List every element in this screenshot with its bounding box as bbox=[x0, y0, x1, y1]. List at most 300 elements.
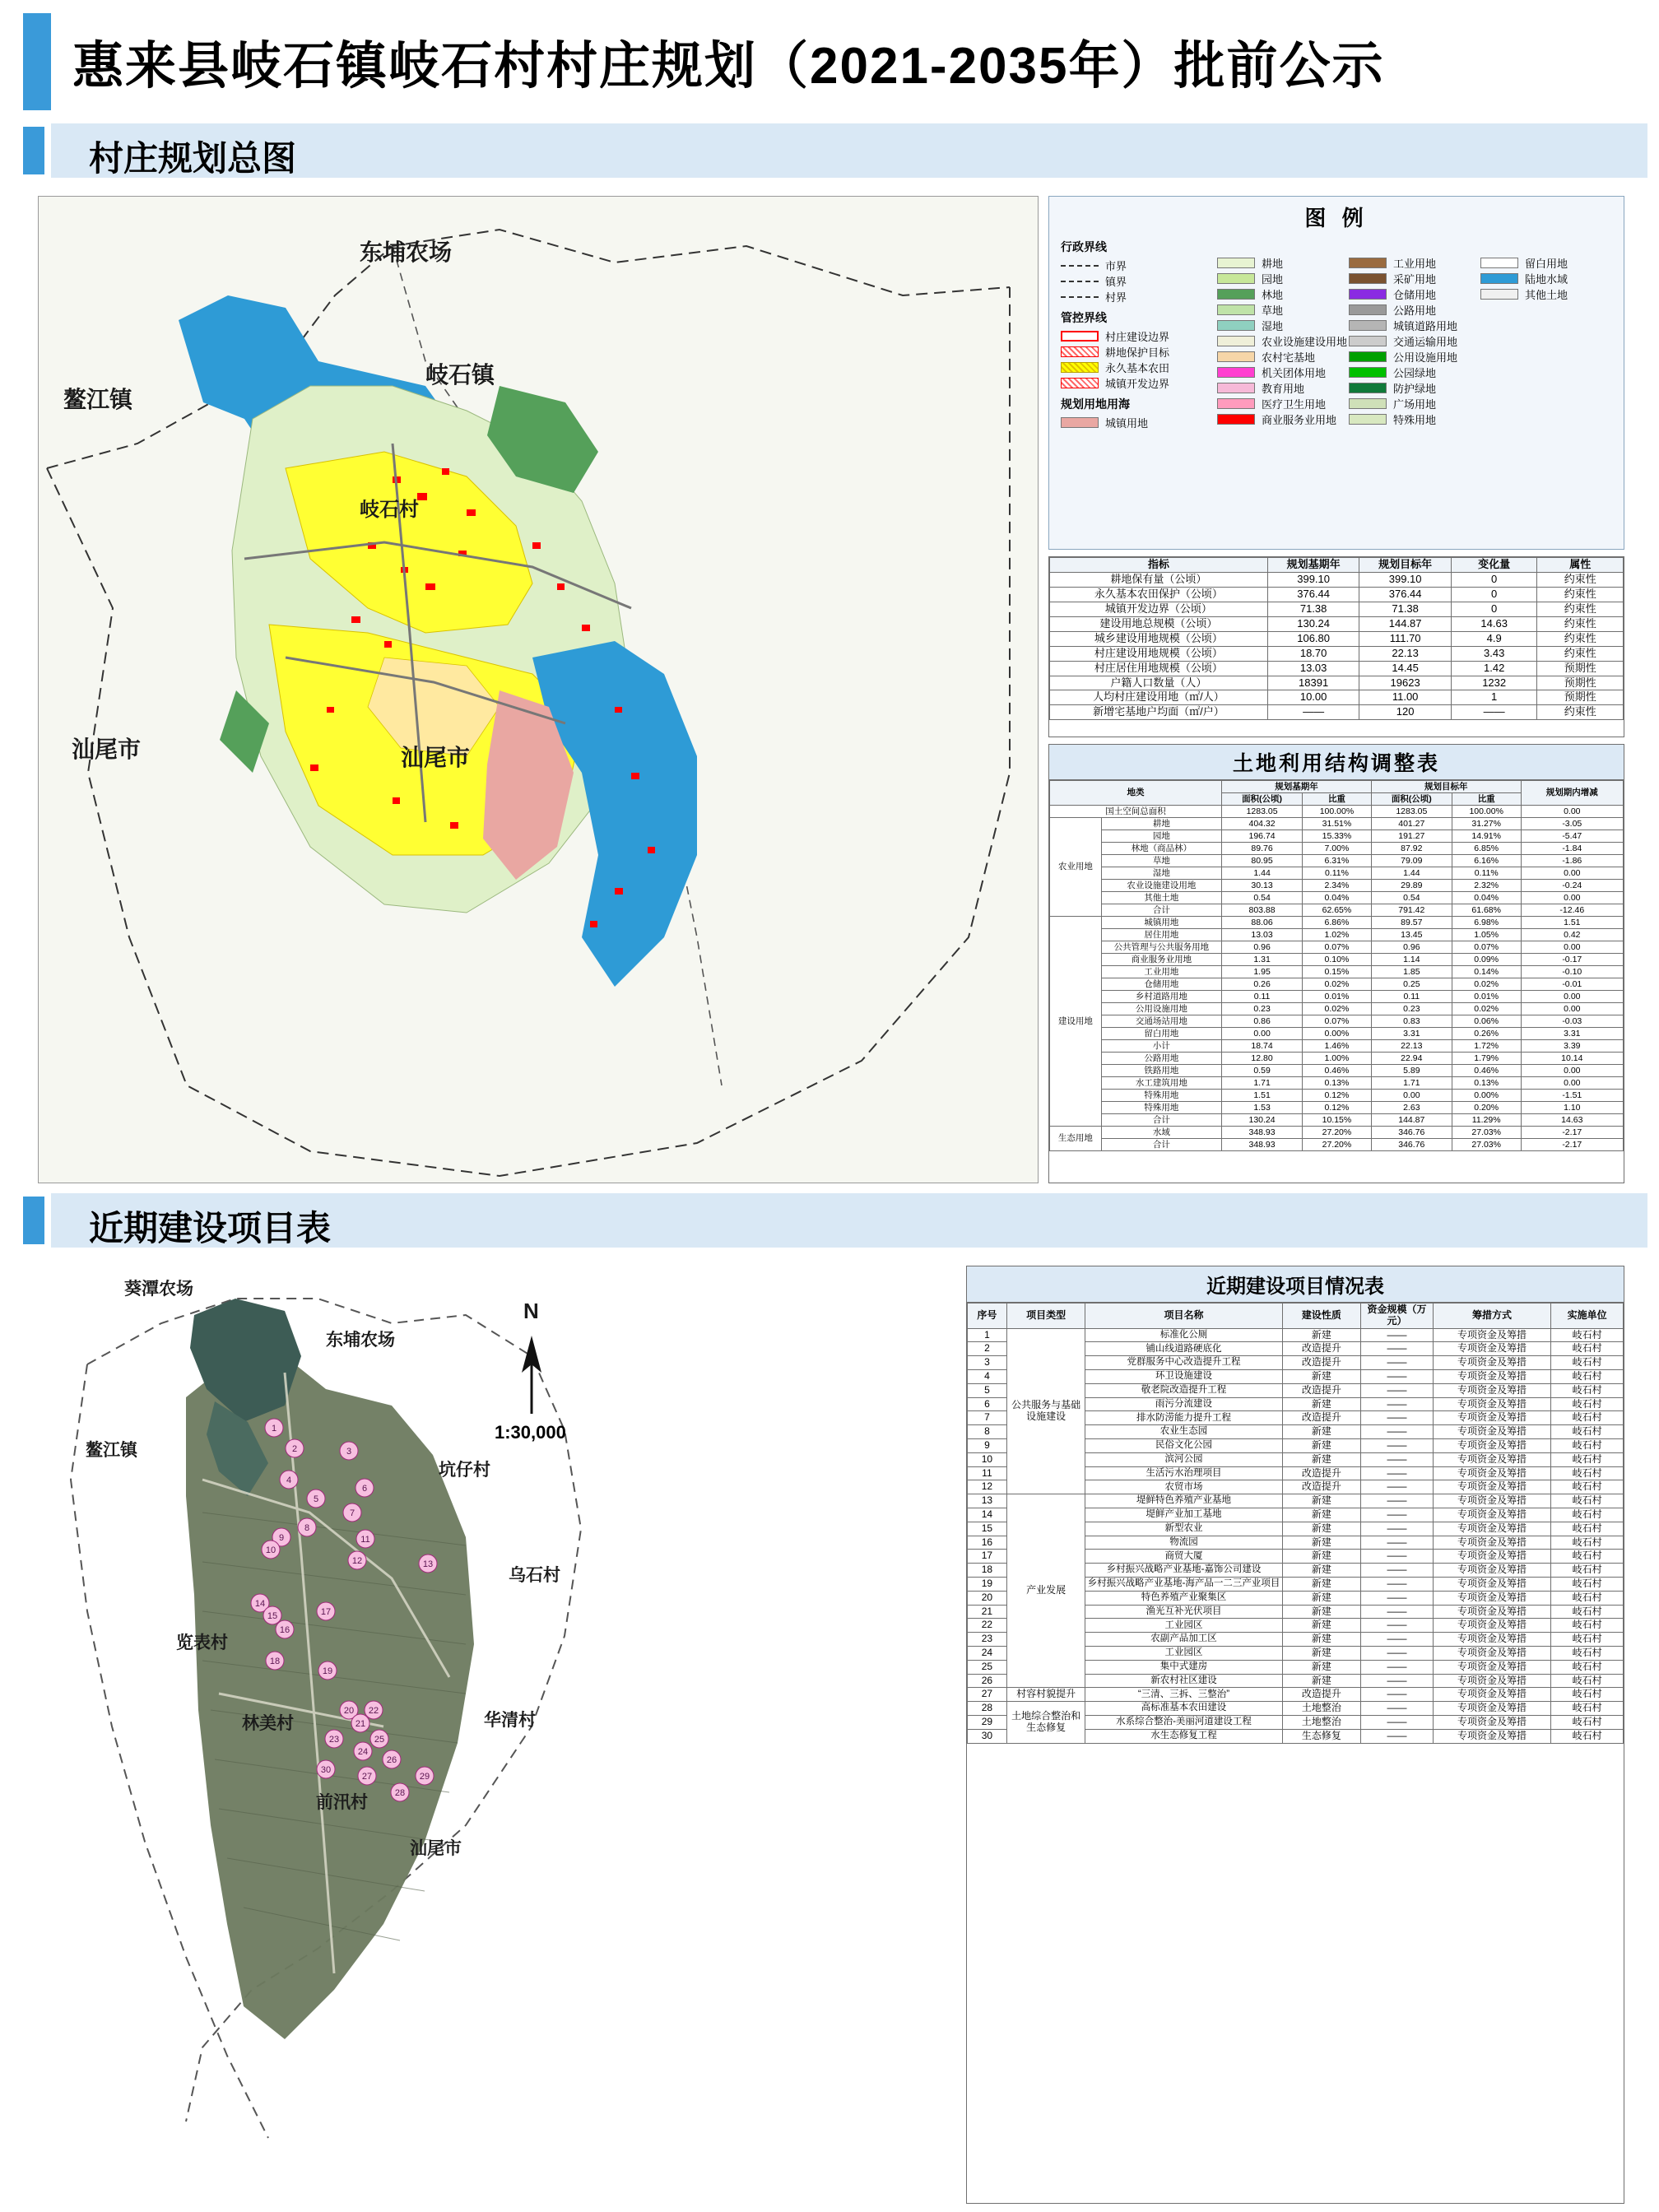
table-cell: 农业生态园 bbox=[1085, 1425, 1282, 1439]
legend-group-planned-use: 规划用地用海 bbox=[1061, 397, 1130, 411]
map2-label-qianxun: 前汛村 bbox=[316, 1793, 368, 1812]
section-header-near-term bbox=[23, 1193, 1624, 1251]
svg-text:27: 27 bbox=[361, 1772, 373, 1782]
overall-plan-map-graphic bbox=[39, 197, 1039, 1183]
legend-label: 工业用地 bbox=[1393, 258, 1437, 270]
table-cell: 工业园区 bbox=[1085, 1646, 1282, 1660]
table-cell: 0.13% bbox=[1303, 1077, 1372, 1090]
table-cell: 11.00 bbox=[1359, 690, 1452, 705]
table-cell-index: 5 bbox=[968, 1383, 1007, 1397]
legend-label: 医疗卫生用地 bbox=[1262, 398, 1327, 411]
legend-label: 陆地水域 bbox=[1525, 273, 1568, 286]
table-cell-index: 23 bbox=[968, 1633, 1007, 1647]
table-row bbox=[1050, 1053, 1624, 1065]
table-cell: 1.44 bbox=[1222, 867, 1303, 880]
swatch-icon bbox=[1349, 383, 1387, 393]
table-cell: 18.70 bbox=[1267, 646, 1359, 661]
table-cell: 新建 bbox=[1282, 1452, 1361, 1466]
table-cell: 0.02% bbox=[1303, 1003, 1372, 1015]
table-cell: 1.95 bbox=[1222, 966, 1303, 978]
table-cell: 专项资金及筹措 bbox=[1433, 1342, 1550, 1356]
swatch-icon bbox=[1349, 367, 1387, 378]
table-cell: 6.31% bbox=[1303, 855, 1372, 867]
table-cell: -0.24 bbox=[1521, 880, 1623, 892]
table-cell: 14.63 bbox=[1521, 1114, 1623, 1127]
svg-text:20: 20 bbox=[343, 1706, 355, 1716]
table-cell: —— bbox=[1361, 1688, 1434, 1702]
table-cell-index: 26 bbox=[968, 1674, 1007, 1688]
legend-label: 村界 bbox=[1105, 291, 1127, 304]
land-structure-grid bbox=[1049, 780, 1624, 1151]
table-cell: 14.91% bbox=[1452, 830, 1521, 843]
table-cell: 土地整治 bbox=[1282, 1715, 1361, 1729]
table-cell-landtype: 工业用地 bbox=[1101, 966, 1221, 978]
table-cell: -0.03 bbox=[1521, 1015, 1623, 1028]
table-cell: 0.15% bbox=[1303, 966, 1372, 978]
table-cell-index: 19 bbox=[968, 1577, 1007, 1591]
table-cell: —— bbox=[1361, 1674, 1434, 1688]
table-cell: 3.43 bbox=[1451, 646, 1537, 661]
table-cell: 岐石村 bbox=[1551, 1536, 1624, 1550]
legend-item-14 bbox=[1349, 302, 1472, 318]
table-cell: 专项资金及筹措 bbox=[1433, 1646, 1550, 1660]
table-row bbox=[1050, 991, 1624, 1003]
table-cell: 岐石村 bbox=[1551, 1383, 1624, 1397]
table-cell: 0.46% bbox=[1452, 1065, 1521, 1077]
table-cell: -2.17 bbox=[1521, 1127, 1623, 1139]
table-cell: 130.24 bbox=[1267, 616, 1359, 631]
legend-item-farmland-target bbox=[1061, 344, 1209, 360]
table-cell: —— bbox=[1361, 1577, 1434, 1591]
col-target-area: 面积(公顷) bbox=[1371, 793, 1452, 806]
svg-text:26: 26 bbox=[386, 1755, 397, 1765]
table-cell: 144.87 bbox=[1359, 616, 1452, 631]
table-cell: 岐石村 bbox=[1551, 1633, 1624, 1647]
table-cell: 0.96 bbox=[1371, 941, 1452, 954]
table-cell-landtype: 农业设施建设用地 bbox=[1101, 880, 1221, 892]
table-cell: -5.47 bbox=[1521, 830, 1623, 843]
table-row bbox=[1050, 978, 1624, 991]
table-cell: 0 bbox=[1451, 587, 1537, 602]
table-cell: 岐石村 bbox=[1551, 1564, 1624, 1578]
table-cell: 改造提升 bbox=[1282, 1688, 1361, 1702]
svg-text:24: 24 bbox=[357, 1747, 369, 1757]
table-cell: 144.87 bbox=[1371, 1114, 1452, 1127]
table-cell: 0.02% bbox=[1452, 978, 1521, 991]
table-cell-project-type: 土地综合整治和生态修复 bbox=[1006, 1702, 1085, 1743]
table-row bbox=[1050, 1028, 1624, 1040]
swatch-icon bbox=[1217, 273, 1255, 284]
table-cell: 新建 bbox=[1282, 1522, 1361, 1536]
table-cell: 专项资金及筹措 bbox=[1433, 1729, 1550, 1743]
table-cell: 堤鲜产业加工基地 bbox=[1085, 1508, 1282, 1522]
table-row bbox=[1050, 941, 1624, 954]
table-cell: 27.20% bbox=[1303, 1139, 1372, 1151]
overall-plan-map[interactable] bbox=[38, 196, 1039, 1183]
legend-label: 特殊用地 bbox=[1393, 414, 1437, 426]
col-index: 序号 bbox=[968, 1304, 1007, 1329]
legend-label: 留白用地 bbox=[1525, 258, 1568, 270]
legend-label: 园地 bbox=[1262, 273, 1284, 286]
table-row bbox=[1050, 1114, 1624, 1127]
table-cell: —— bbox=[1361, 1508, 1434, 1522]
section-title-overall-plan: 村庄规划总图 bbox=[89, 139, 297, 178]
title-accent-bar bbox=[23, 13, 51, 110]
table-cell: 改造提升 bbox=[1282, 1383, 1361, 1397]
table-cell: 专项资金及筹措 bbox=[1433, 1550, 1550, 1564]
table-cell: 0.00 bbox=[1521, 867, 1623, 880]
table-cell-index: 14 bbox=[968, 1508, 1007, 1522]
table-cell: 1.85 bbox=[1371, 966, 1452, 978]
table-cell: 岐石村 bbox=[1551, 1356, 1624, 1370]
table-cell: 31.51% bbox=[1303, 818, 1372, 830]
table-cell: -0.01 bbox=[1521, 978, 1623, 991]
table-row bbox=[1050, 676, 1624, 690]
table-cell: 71.38 bbox=[1359, 602, 1452, 616]
table-cell-index: 11 bbox=[968, 1466, 1007, 1480]
svg-text:28: 28 bbox=[394, 1788, 406, 1798]
legend-item-11 bbox=[1349, 255, 1472, 271]
swatch-icon bbox=[1217, 289, 1255, 300]
legend-label: 湿地 bbox=[1262, 320, 1284, 332]
table-cell: 0.00 bbox=[1521, 892, 1623, 904]
map-scale-label: 1:30,000 bbox=[495, 1422, 566, 1443]
table-cell: 专项资金及筹措 bbox=[1433, 1494, 1550, 1508]
table-cell: -0.10 bbox=[1521, 966, 1623, 978]
table-cell: 27.03% bbox=[1452, 1139, 1521, 1151]
col-nature: 建设性质 bbox=[1282, 1304, 1361, 1329]
dashed-line-icon bbox=[1061, 260, 1099, 271]
table-cell: 1283.05 bbox=[1222, 806, 1303, 818]
table-cell: 岐石村 bbox=[1551, 1550, 1624, 1564]
table-row bbox=[1050, 1003, 1624, 1015]
swatch-icon bbox=[1480, 258, 1518, 268]
swatch-icon bbox=[1349, 273, 1387, 284]
table-cell: 改造提升 bbox=[1282, 1466, 1361, 1480]
table-cell: 10.14 bbox=[1521, 1053, 1623, 1065]
table-cell: 生态修复 bbox=[1282, 1729, 1361, 1743]
near-term-project-map[interactable] bbox=[38, 1266, 960, 2204]
svg-text:30: 30 bbox=[320, 1765, 332, 1775]
table-cell: 0.54 bbox=[1222, 892, 1303, 904]
table-cell: 5.89 bbox=[1371, 1065, 1452, 1077]
table-cell: 0.13% bbox=[1452, 1077, 1521, 1090]
table-cell: 19623 bbox=[1359, 676, 1452, 690]
table-cell: 10.15% bbox=[1303, 1114, 1372, 1127]
table-cell: 岐石村 bbox=[1551, 1342, 1624, 1356]
table-cell-index: 29 bbox=[968, 1715, 1007, 1729]
table-cell: 户籍人口数量（人） bbox=[1050, 676, 1268, 690]
table-cell: 约束性 bbox=[1537, 616, 1624, 631]
table-cell: 岐石村 bbox=[1551, 1577, 1624, 1591]
svg-text:18: 18 bbox=[269, 1657, 281, 1666]
svg-text:2: 2 bbox=[291, 1444, 298, 1454]
svg-text:5: 5 bbox=[313, 1494, 319, 1504]
table-cell: 新建 bbox=[1282, 1494, 1361, 1508]
table-cell: 新建 bbox=[1282, 1438, 1361, 1452]
table-cell: —— bbox=[1361, 1411, 1434, 1425]
table-row bbox=[1050, 1077, 1624, 1090]
table-cell: 新建 bbox=[1282, 1674, 1361, 1688]
table-cell-index: 7 bbox=[968, 1411, 1007, 1425]
dashed-line-icon bbox=[1061, 291, 1099, 302]
table-cell: 1.02% bbox=[1303, 929, 1372, 941]
swatch-icon bbox=[1061, 331, 1099, 342]
table-cell: 30.13 bbox=[1222, 880, 1303, 892]
swatch-icon bbox=[1061, 346, 1099, 357]
table-cell: —— bbox=[1361, 1702, 1434, 1716]
table-row bbox=[1050, 1040, 1624, 1053]
table-cell: —— bbox=[1361, 1356, 1434, 1370]
table-cell: 专项资金及筹措 bbox=[1433, 1702, 1550, 1716]
table-cell: -1.84 bbox=[1521, 843, 1623, 855]
legend-item-3 bbox=[1217, 302, 1341, 318]
legend-column-b bbox=[1349, 237, 1472, 430]
svg-text:8: 8 bbox=[304, 1523, 310, 1533]
table-cell: 1.51 bbox=[1521, 917, 1623, 929]
svg-text:12: 12 bbox=[351, 1556, 363, 1566]
table-cell: 新建 bbox=[1282, 1508, 1361, 1522]
legend-item-village-build-boundary bbox=[1061, 328, 1209, 344]
svg-text:10: 10 bbox=[265, 1545, 276, 1555]
col-indicator: 指标 bbox=[1050, 558, 1268, 573]
table-cell: 0 bbox=[1451, 572, 1537, 587]
table-cell: 水生态修复工程 bbox=[1085, 1729, 1282, 1743]
legend-label: 仓储用地 bbox=[1393, 289, 1437, 301]
table-cell: 0.14% bbox=[1452, 966, 1521, 978]
table-cell: 城乡建设用地规模（公顷） bbox=[1050, 631, 1268, 646]
table-cell-landtype: 留白用地 bbox=[1101, 1028, 1221, 1040]
table-cell: 城镇开发边界（公顷） bbox=[1050, 602, 1268, 616]
svg-text:13: 13 bbox=[422, 1559, 434, 1569]
table-cell: 改造提升 bbox=[1282, 1342, 1361, 1356]
table-cell: 130.24 bbox=[1222, 1114, 1303, 1127]
table-cell: 党群服务中心改造提升工程 bbox=[1085, 1356, 1282, 1370]
swatch-icon bbox=[1217, 336, 1255, 346]
table-row bbox=[1050, 646, 1624, 661]
table-cell: 新型农业 bbox=[1085, 1522, 1282, 1536]
table-cell: 89.57 bbox=[1371, 917, 1452, 929]
map1-label-dongpu: 东埔农场 bbox=[360, 239, 453, 265]
col-base-year: 规划基期年 bbox=[1267, 558, 1359, 573]
table-row bbox=[1050, 892, 1624, 904]
table-cell: 22.13 bbox=[1371, 1040, 1452, 1053]
table-cell: 0.00% bbox=[1303, 1028, 1372, 1040]
table-cell: -0.17 bbox=[1521, 954, 1623, 966]
table-cell: 191.27 bbox=[1371, 830, 1452, 843]
table-cell: 岐石村 bbox=[1551, 1674, 1624, 1688]
table-cell: -1.86 bbox=[1521, 855, 1623, 867]
table-cell: 1.53 bbox=[1222, 1102, 1303, 1114]
table-cell: 0 bbox=[1451, 602, 1537, 616]
table-cell: 岐石村 bbox=[1551, 1494, 1624, 1508]
table-cell: 0.00 bbox=[1521, 991, 1623, 1003]
table-cell: 专项资金及筹措 bbox=[1433, 1356, 1550, 1370]
legend-label: 交通运输用地 bbox=[1393, 336, 1458, 348]
table-cell-landtype: 乡村道路用地 bbox=[1101, 991, 1221, 1003]
table-cell: 岐石村 bbox=[1551, 1480, 1624, 1494]
table-cell: 1232 bbox=[1451, 676, 1537, 690]
svg-text:15: 15 bbox=[267, 1611, 278, 1621]
swatch-icon bbox=[1480, 289, 1518, 300]
table-cell: 0.00 bbox=[1521, 941, 1623, 954]
table-cell-index: 21 bbox=[968, 1605, 1007, 1619]
table-cell: 1.31 bbox=[1222, 954, 1303, 966]
map-legend bbox=[1048, 196, 1624, 550]
col-base: 规划基期年 bbox=[1222, 781, 1372, 793]
legend-item-2 bbox=[1217, 286, 1341, 302]
legend-item-21 bbox=[1349, 411, 1472, 427]
table-cell: 0.09% bbox=[1452, 954, 1521, 966]
legend-column-c bbox=[1480, 237, 1596, 430]
table-cell: -3.05 bbox=[1521, 818, 1623, 830]
legend-item-20 bbox=[1349, 396, 1472, 411]
legend-label: 镇界 bbox=[1105, 276, 1127, 288]
swatch-icon bbox=[1349, 258, 1387, 268]
table-cell: 0.23 bbox=[1222, 1003, 1303, 1015]
table-cell: 1.71 bbox=[1371, 1077, 1452, 1090]
table-cell: 排水防涝能力提升工程 bbox=[1085, 1411, 1282, 1425]
indicator-table bbox=[1048, 556, 1624, 737]
legend-item-village-boundary bbox=[1061, 289, 1209, 304]
table-cell: -1.51 bbox=[1521, 1090, 1623, 1102]
table-cell: 专项资金及筹措 bbox=[1433, 1660, 1550, 1674]
table-cell-index: 10 bbox=[968, 1452, 1007, 1466]
table-cell: 803.88 bbox=[1222, 904, 1303, 917]
legend-label: 广场用地 bbox=[1393, 398, 1437, 411]
table-cell: 改造提升 bbox=[1282, 1480, 1361, 1494]
swatch-icon bbox=[1349, 336, 1387, 346]
table-cell: 376.44 bbox=[1267, 587, 1359, 602]
col-attribute: 属性 bbox=[1537, 558, 1624, 573]
table-cell-landtype: 小计 bbox=[1101, 1040, 1221, 1053]
col-funding: 资金规模（万元） bbox=[1361, 1304, 1434, 1329]
table-cell: 0.11% bbox=[1303, 867, 1372, 880]
table-cell: 0.26% bbox=[1452, 1028, 1521, 1040]
legend-label: 城镇道路用地 bbox=[1393, 320, 1458, 332]
table-cell: 岐石村 bbox=[1551, 1605, 1624, 1619]
table-cell: —— bbox=[1361, 1383, 1434, 1397]
table-cell: 敬老院改造提升工程 bbox=[1085, 1383, 1282, 1397]
table-cell: —— bbox=[1361, 1328, 1434, 1342]
table-cell-landtype: 商业服务业用地 bbox=[1101, 954, 1221, 966]
table-cell: 农副产品加工区 bbox=[1085, 1633, 1282, 1647]
legend-item-22 bbox=[1480, 255, 1596, 271]
table-cell: 新建 bbox=[1282, 1328, 1361, 1342]
table-cell: 1.79% bbox=[1452, 1053, 1521, 1065]
svg-text:4: 4 bbox=[286, 1475, 292, 1485]
col-change: 变化量 bbox=[1451, 558, 1537, 573]
legend-item-city-boundary bbox=[1061, 258, 1209, 273]
legend-item-town-boundary bbox=[1061, 273, 1209, 289]
table-cell: 62.65% bbox=[1303, 904, 1372, 917]
legend-label: 公园绿地 bbox=[1393, 367, 1437, 379]
table-cell: —— bbox=[1361, 1550, 1434, 1564]
legend-item-24 bbox=[1480, 286, 1596, 302]
legend-item-13 bbox=[1349, 286, 1472, 302]
map2-label-kuitan: 葵潭农场 bbox=[124, 1280, 193, 1299]
map2-label-kengzai: 坑仔村 bbox=[439, 1461, 490, 1480]
table-cell: —— bbox=[1361, 1452, 1434, 1466]
table-cell: 预期性 bbox=[1537, 690, 1624, 705]
svg-text:3: 3 bbox=[346, 1447, 352, 1457]
table-cell-index: 17 bbox=[968, 1550, 1007, 1564]
legend-item-23 bbox=[1480, 271, 1596, 286]
north-label: N bbox=[523, 1299, 539, 1323]
svg-text:11: 11 bbox=[360, 1535, 370, 1545]
table-cell: 改造提升 bbox=[1282, 1411, 1361, 1425]
table-row bbox=[1050, 818, 1624, 830]
table-cell-index: 12 bbox=[968, 1480, 1007, 1494]
table-row bbox=[1050, 1065, 1624, 1077]
table-cell: 13.45 bbox=[1371, 929, 1452, 941]
table-cell: —— bbox=[1361, 1646, 1434, 1660]
table-cell: 6.85% bbox=[1452, 843, 1521, 855]
table-cell: 村庄居住用地规模（公顷） bbox=[1050, 661, 1268, 676]
land-structure-body bbox=[1050, 806, 1624, 1151]
map1-label-qishizhen: 岐石镇 bbox=[425, 362, 495, 388]
col-target-year: 规划目标年 bbox=[1359, 558, 1452, 573]
table-cell-landtype: 园地 bbox=[1101, 830, 1221, 843]
table-cell: 346.76 bbox=[1371, 1139, 1452, 1151]
swatch-icon bbox=[1061, 417, 1099, 428]
table-row bbox=[1050, 904, 1624, 917]
table-cell: 401.27 bbox=[1371, 818, 1452, 830]
svg-text:14: 14 bbox=[254, 1599, 266, 1609]
table-cell-landtype: 交通场站用地 bbox=[1101, 1015, 1221, 1028]
table-cell: 标准化公厕 bbox=[1085, 1328, 1282, 1342]
table-cell-landtype: 仓储用地 bbox=[1101, 978, 1221, 991]
table-row bbox=[1050, 587, 1624, 602]
legend-label: 城镇用地 bbox=[1105, 417, 1149, 430]
col-type: 项目类型 bbox=[1006, 1304, 1085, 1329]
table-cell: 0.04% bbox=[1303, 892, 1372, 904]
table-cell: 新建 bbox=[1282, 1536, 1361, 1550]
table-cell: 约束性 bbox=[1537, 631, 1624, 646]
table-cell-index: 4 bbox=[968, 1369, 1007, 1383]
map1-label-aojiangzhen: 鳌江镇 bbox=[63, 387, 133, 412]
table-cell: 专项资金及筹措 bbox=[1433, 1688, 1550, 1702]
table-cell: 3.31 bbox=[1371, 1028, 1452, 1040]
legend-label: 机关团体用地 bbox=[1262, 367, 1327, 379]
table-cell: 1.44 bbox=[1371, 867, 1452, 880]
swatch-icon bbox=[1217, 398, 1255, 409]
table-cell: 14.63 bbox=[1451, 616, 1537, 631]
table-cell: —— bbox=[1361, 1633, 1434, 1647]
table-cell: 1.72% bbox=[1452, 1040, 1521, 1053]
svg-text:19: 19 bbox=[322, 1666, 333, 1676]
col-change: 规划期内增减 bbox=[1521, 781, 1623, 806]
table-cell: 专项资金及筹措 bbox=[1433, 1425, 1550, 1439]
legend-item-4 bbox=[1217, 318, 1341, 333]
table-row bbox=[1050, 917, 1624, 929]
table-cell: 铺山线道路硬底化 bbox=[1085, 1342, 1282, 1356]
table-cell: 专项资金及筹措 bbox=[1433, 1438, 1550, 1452]
land-structure-table bbox=[1048, 744, 1624, 1183]
table-cell: 0.07% bbox=[1303, 941, 1372, 954]
table-cell: —— bbox=[1361, 1369, 1434, 1383]
table-cell: 1 bbox=[1451, 690, 1537, 705]
table-cell: 雨污分流建设 bbox=[1085, 1397, 1282, 1411]
table-cell-landtype: 居住用地 bbox=[1101, 929, 1221, 941]
table-cell: —— bbox=[1361, 1536, 1434, 1550]
table-cell: 0.86 bbox=[1222, 1015, 1303, 1028]
table-cell: —— bbox=[1361, 1425, 1434, 1439]
legend-item-urban-dev-boundary bbox=[1061, 375, 1209, 391]
svg-text:17: 17 bbox=[320, 1607, 332, 1617]
map2-label-wushi: 乌石村 bbox=[509, 1566, 560, 1585]
swatch-icon bbox=[1217, 383, 1255, 393]
